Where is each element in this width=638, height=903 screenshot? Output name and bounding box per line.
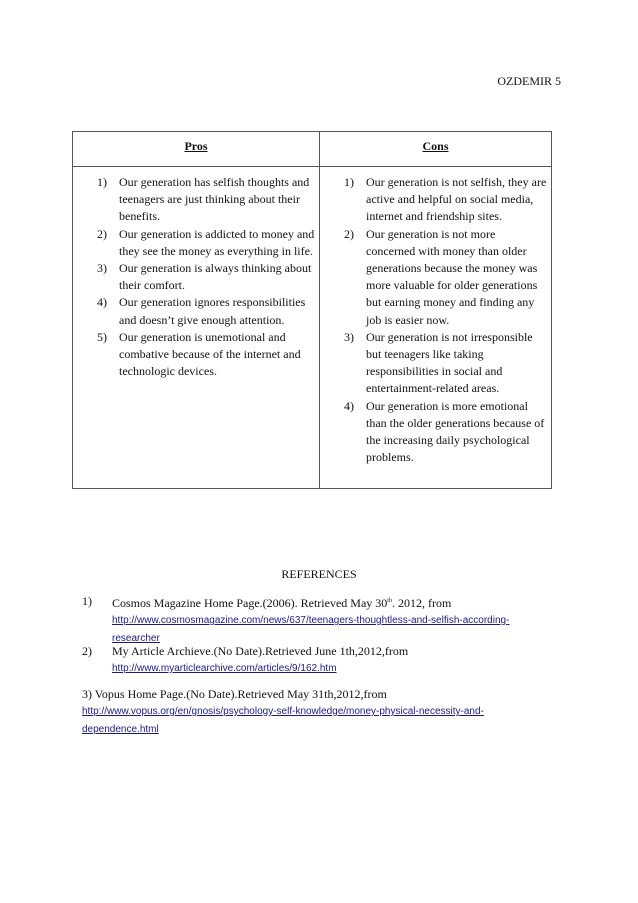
references-title: REFERENCES: [281, 567, 357, 581]
cons-header: Cons: [320, 132, 552, 167]
reference-1: 1) Cosmos Magazine Home Page.(2006). Retrieved May 30th. 2012, from http://www.cosmosmagazine.com/news/637/teenagers-thoughtless-and-selfish-according- researcher: [82, 594, 510, 644]
reference-1-link[interactable]: http://www.cosmosmagazine.com/news/637/teenagers-thoughtless-and-selfish-according-: [112, 615, 510, 626]
reference-3: 3) Vopus Home Page.(No Date).Retrieved May 31th,2012,from http://www.vopus.org/en/gnosis/psychology-self-knowledge/money-physical-necessity-and- dependence.html: [82, 687, 484, 735]
pros-list: [77, 174, 315, 380]
reference-2: 2) My Article Archieve.(No Date).Retrieved June 1th,2012,from http://www.myarticlearchive.com/articles/9/162.htm: [82, 644, 409, 674]
list-item: 4) Our generation is more emotional than the older generations because of the increasing daily psychological problems.: [344, 398, 545, 465]
pros-cons-table: [72, 131, 552, 489]
cons-cell: [320, 167, 552, 489]
reference-2-link[interactable]: http://www.myarticlearchive.com/articles/9/162.htm: [112, 663, 337, 674]
list-item: 3) Our generation is not irresponsible but teenagers like taking responsibilities in social and entertainment-related areas.: [344, 329, 533, 396]
list-item: 1) Our generation is not selfish, they are active and helpful on social media, internet and friendship sites.: [344, 175, 547, 224]
page-header-label: OZDEMIR 5: [497, 74, 561, 88]
list-item: 1) Our generation has selfish thoughts and teenagers are just thinking about their benefits.: [97, 175, 310, 224]
list-item: 2) Our generation is addicted to money and they see the money as everything in life.: [97, 226, 315, 258]
cons-list: [324, 174, 547, 466]
reference-3-link[interactable]: http://www.vopus.org/en/gnosis/psychology-self-knowledge/money-physical-necessity-and-: [82, 706, 484, 717]
pros-header: Pros: [73, 132, 320, 167]
list-item: 3) Our generation is always thinking about their comfort.: [97, 261, 312, 293]
list-item: 4) Our generation ignores responsibilities and doesn’t give enough attention.: [97, 295, 306, 327]
reference-1-link-cont[interactable]: researcher: [112, 633, 160, 644]
pros-cell: [73, 167, 320, 489]
reference-3-link-cont[interactable]: dependence.html: [82, 724, 159, 735]
list-item: 5) Our generation is unemotional and combative because of the internet and technologic devices.: [97, 329, 301, 379]
list-item: 2) Our generation is not more concerned with money than older generations because the money was more valuable for older generations but earning money and finding any job is easier now.: [344, 226, 538, 327]
